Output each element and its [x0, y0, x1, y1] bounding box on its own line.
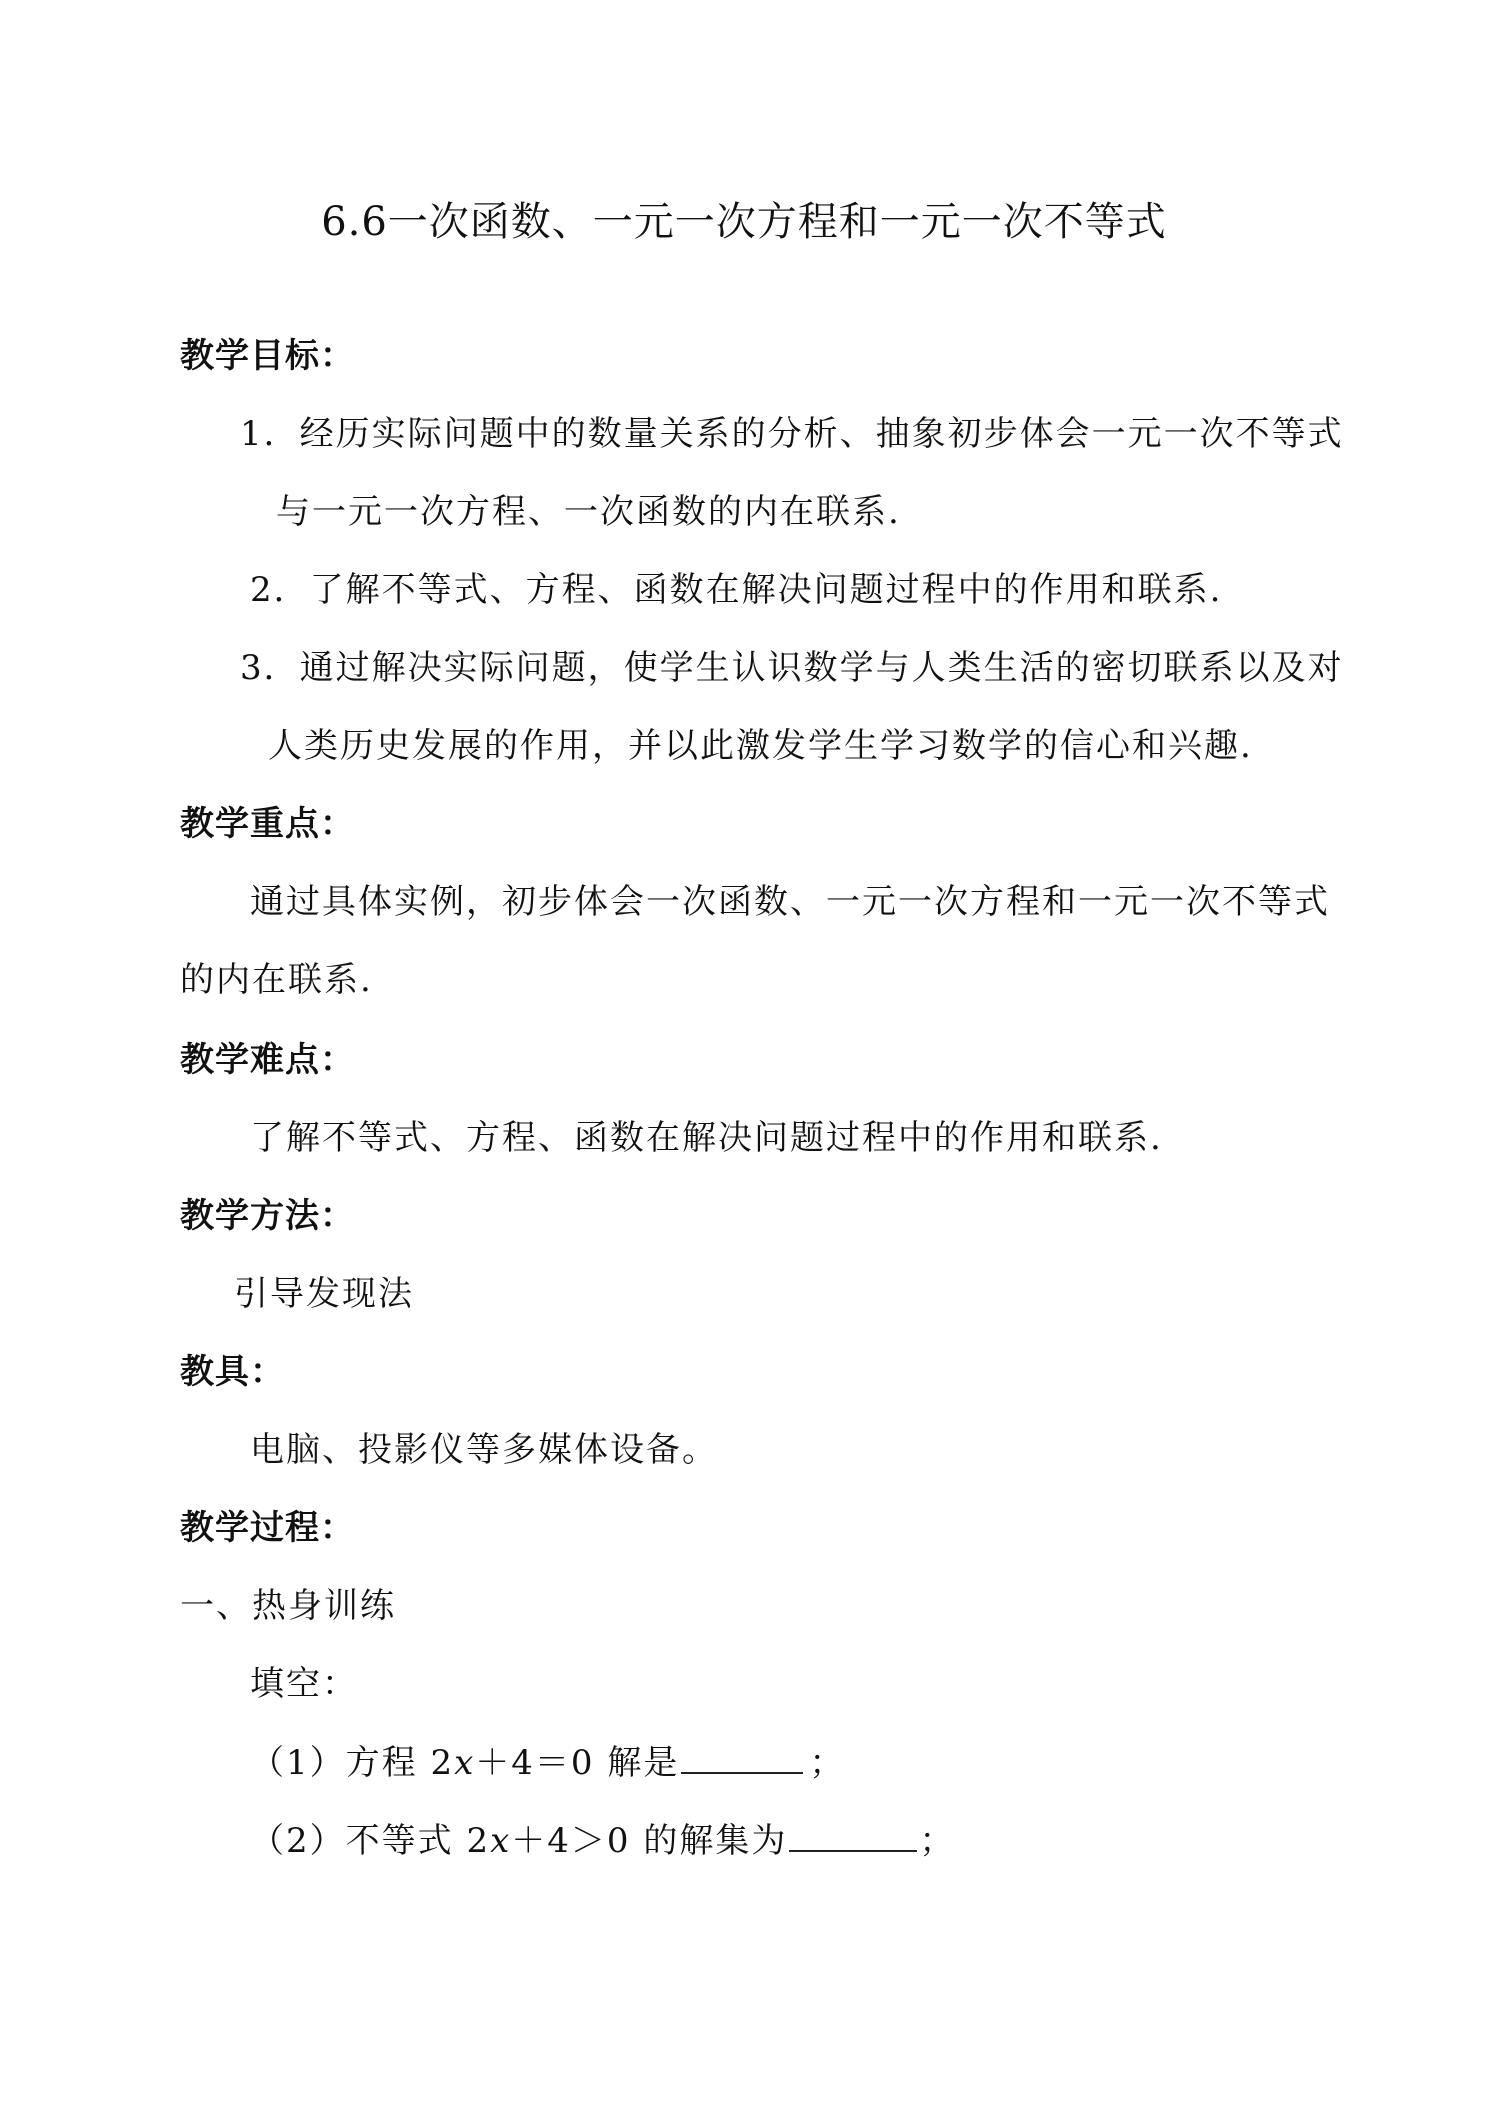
key-points-text-line-1: 通过具体实例，初步体会一次函数、一元一次方程和一元一次不等式: [250, 882, 1330, 922]
question-2-prefix: （2）不等式 2: [250, 1821, 491, 1861]
key-points-heading: 教学重点：: [180, 804, 355, 844]
objective-item-1-line-2: 与一元一次方程、一次函数的内在联系.: [276, 492, 901, 532]
question-1-answer-blank[interactable]: [681, 1742, 803, 1774]
question-1-end: ；: [809, 1743, 846, 1783]
objective-item-2: [250, 570, 1222, 610]
objective-item-1-number: 1．: [240, 414, 300, 454]
objective-item-1-text: 经历实际问题中的数量关系的分析、抽象初步体会一元一次不等式: [299, 414, 1344, 454]
methods-text: 引导发现法: [234, 1274, 414, 1314]
question-1: [250, 1742, 845, 1783]
fill-in-label: 填空：: [250, 1664, 358, 1704]
difficulties-heading: 教学难点：: [180, 1040, 355, 1080]
objective-item-3-text: 通过解决实际问题，使学生认识数学与人类生活的密切联系以及对: [299, 648, 1344, 688]
tools-heading: 教具：: [180, 1352, 285, 1392]
question-2: [250, 1820, 955, 1861]
page-title: 6.6一次函数、一元一次方程和一元一次不等式: [321, 199, 1167, 245]
question-1-variable: x: [454, 1743, 476, 1783]
section-warmup-heading: 一、热身训练: [180, 1586, 396, 1626]
objective-item-2-number: 2．: [250, 570, 310, 610]
process-heading: 教学过程：: [180, 1508, 355, 1548]
methods-heading: 教学方法：: [180, 1196, 355, 1236]
question-2-variable: x: [490, 1821, 512, 1861]
difficulties-text: 了解不等式、方程、函数在解决问题过程中的作用和联系.: [250, 1118, 1163, 1158]
question-2-answer-blank[interactable]: [789, 1820, 917, 1852]
objective-item-3-line-1: [240, 648, 1344, 688]
question-2-suffix: ＋4＞0 的解集为: [511, 1821, 788, 1861]
objective-item-3-line-2: 人类历史发展的作用，并以此激发学生学习数学的信心和兴趣.: [268, 726, 1253, 766]
objective-item-2-text: 了解不等式、方程、函数在解决问题过程中的作用和联系.: [309, 570, 1223, 610]
key-points-text-line-2: 的内在联系.: [180, 960, 373, 1000]
tools-text: 电脑、投影仪等多媒体设备。: [250, 1430, 718, 1470]
objective-item-1-line-1: [240, 414, 1344, 454]
question-2-end: ；: [919, 1821, 956, 1861]
question-1-prefix: （1）方程 2: [250, 1743, 455, 1783]
question-1-suffix: ＋4＝0 解是: [475, 1743, 680, 1783]
objective-item-3-number: 3．: [240, 648, 300, 688]
objectives-heading: 教学目标：: [180, 336, 355, 376]
